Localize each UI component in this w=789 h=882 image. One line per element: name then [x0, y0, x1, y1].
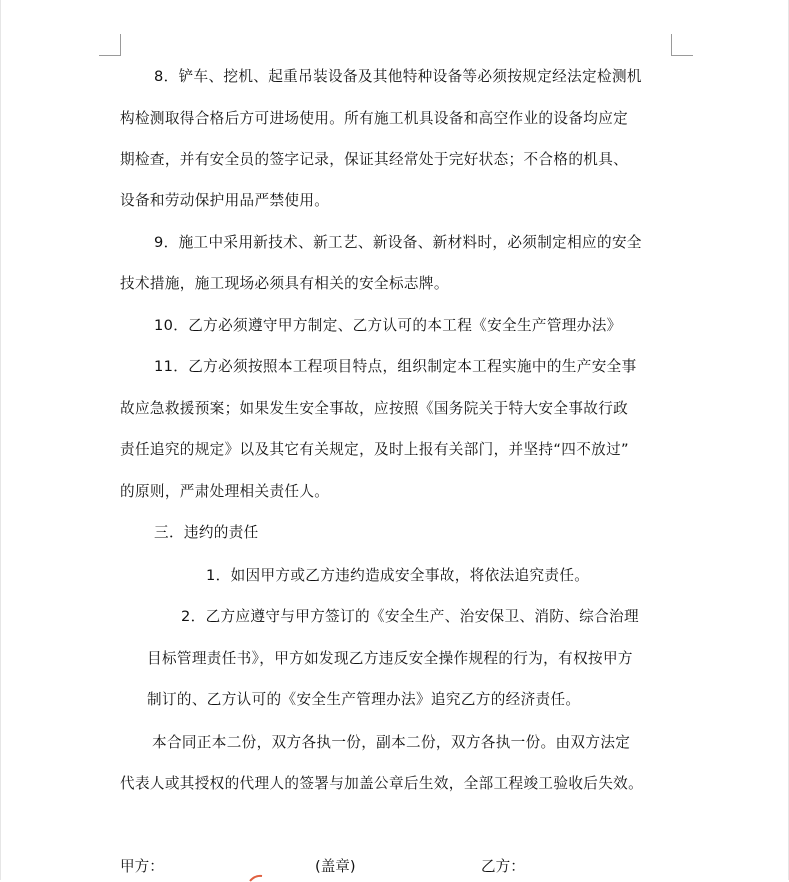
- clause-11-line-2: 故应急救援预案；如果发生安全事故，应按照《国务院关于特大安全事故行政: [120, 400, 629, 417]
- seal-label: (盖章): [315, 858, 356, 875]
- red-seal-edge-icon: [249, 874, 263, 882]
- breach-item-2-line-3: 制订的、乙方认可的《安全生产管理办法》追究乙方的经济责任。: [147, 691, 581, 708]
- clause-8-line-1: 8．铲车、挖机、起重吊装设备及其他特种设备等必须按规定经法定检测机: [154, 68, 642, 85]
- party-b-label: 乙方：: [481, 858, 525, 875]
- clause-10-line-1: 10．乙方必须遵守甲方制定、乙方认可的本工程《安全生产管理办法》: [154, 317, 622, 334]
- clause-8-line-4: 设备和劳动保护用品严禁使用。: [120, 192, 330, 209]
- clause-8-line-2: 构检测取得合格后方可进场使用。所有施工机具设备和高空作业的设备均应定: [120, 110, 629, 127]
- breach-item-2-line-1: 2．乙方应遵守与甲方签订的《安全生产、治安保卫、消防、综合治理: [181, 608, 639, 625]
- clause-9-line-1: 9．施工中采用新技术、新工艺、新设备、新材料时，必须制定相应的安全: [154, 234, 642, 251]
- contract-copies-line-1: 本合同正本二份，双方各执一份，副本二份，双方各执一份。由双方法定: [152, 734, 631, 751]
- section-heading-breach-liability: 三．违约的责任: [154, 524, 259, 541]
- clause-11-line-3: 责任追究的规定》以及其它有关规定，及时上报有关部门，并坚持“四不放过”: [120, 441, 629, 458]
- clause-11-line-1: 11．乙方必须按照本工程项目特点，组织制定本工程实施中的生产安全事: [154, 358, 637, 375]
- top-left-margin-mark: [99, 34, 121, 56]
- clause-11-line-4: 的原则，严肃处理相关责任人。: [120, 483, 330, 500]
- clause-8-line-3: 期检查，并有安全员的签字记录，保证其经常处于完好状态；不合格的机具、: [120, 151, 629, 168]
- party-a-label: 甲方：: [120, 858, 164, 875]
- clause-9-line-2: 技术措施，施工现场必须具有相关的安全标志牌。: [120, 275, 449, 292]
- contract-copies-line-2: 代表人或其授权的代理人的签署与加盖公章后生效，全部工程竣工验收后失效。: [120, 775, 644, 792]
- breach-item-1: 1．如因甲方或乙方违约造成安全事故，将依法追究责任。: [206, 567, 590, 584]
- top-right-margin-mark: [671, 34, 693, 56]
- breach-item-2-line-2: 目标管理责任书》，甲方如发现乙方违反安全操作规程的行为，有权按甲方: [147, 650, 633, 667]
